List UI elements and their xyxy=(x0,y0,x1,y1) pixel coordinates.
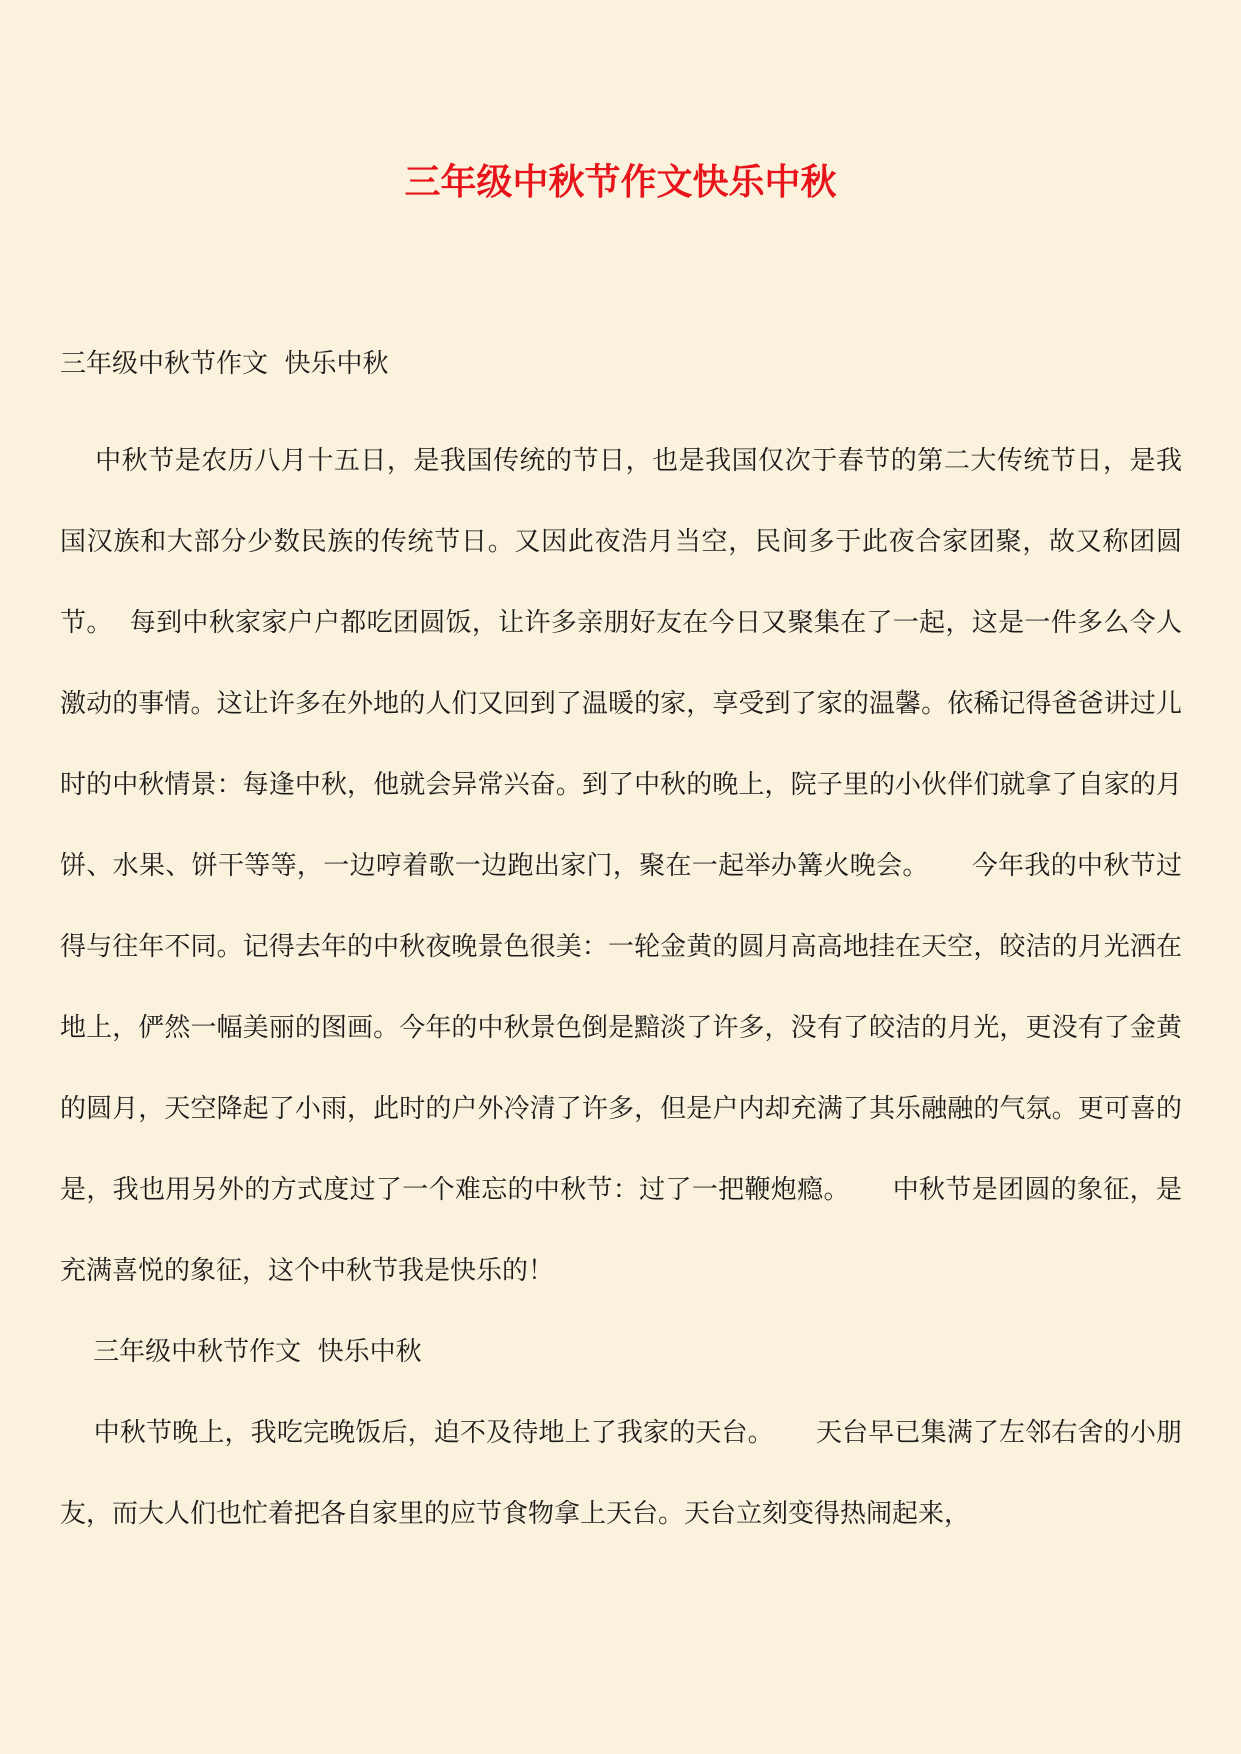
document-title: 三年级中秋节作文快乐中秋 xyxy=(404,161,837,203)
document-body xyxy=(60,340,1182,1555)
essay-heading: 三年级中秋节作文 快乐中秋 xyxy=(60,349,389,379)
essay-paragraph-2: 中秋节晚上，我吃完晚饭后，迫不及待地上了我家的天台。 天台早已集满了左邻右舍的小朋友，而大人们也忙着把各自家里的应节食物拿上天台。天台立刻变得热闹起来， xyxy=(60,1418,1183,1529)
essay-paragraph: 中秋节是农历八月十五日，是我国传统的节日，也是我国仅次于春节的第二大传统节日，是我国汉族和大部分少数民族的传统节日。又因此夜浩月当空，民间多于此夜合家团聚，故又称团圆节。 每到中秋家家户户都吃团圆饭，让许多亲朋好友在今日又聚集在了一起，这是一件多么令人激动的事情。这让许多在外地的人们又回到了温暖的家，享受到了家的温馨。依稀记得爸爸讲过儿时的中秋情景：每逢中秋，他就会异常兴奋。到了中秋的晚上，院子里的小伙伴们就拿了自家的月饼、水果、饼干等等，一边哼着歌一边跑出家门，聚在一起举办篝火晚会。 今年我的中秋节过得与往年不同。记得去年的中秋夜晚景色很美：一轮金黄的圆月高高地挂在天空，皎洁的月光洒在地上，俨然一幅美丽的图画。今年的中秋景色倒是黯淡了许多，没有了皎洁的月光，更没有了金黄的圆月，天空降起了小雨，此时的户外冷清了许多，但是户内却充满了其乐融融的气氛。更可喜的是，我也用另外的方式度过了一个难忘的中秋节：过了一把鞭炮瘾。 中秋节是团圆的象征，是充满喜悦的象征，这个中秋节我是快乐的！ xyxy=(60,446,1182,1286)
essay-heading-2: 三年级中秋节作文 快乐中秋 xyxy=(60,1337,422,1367)
